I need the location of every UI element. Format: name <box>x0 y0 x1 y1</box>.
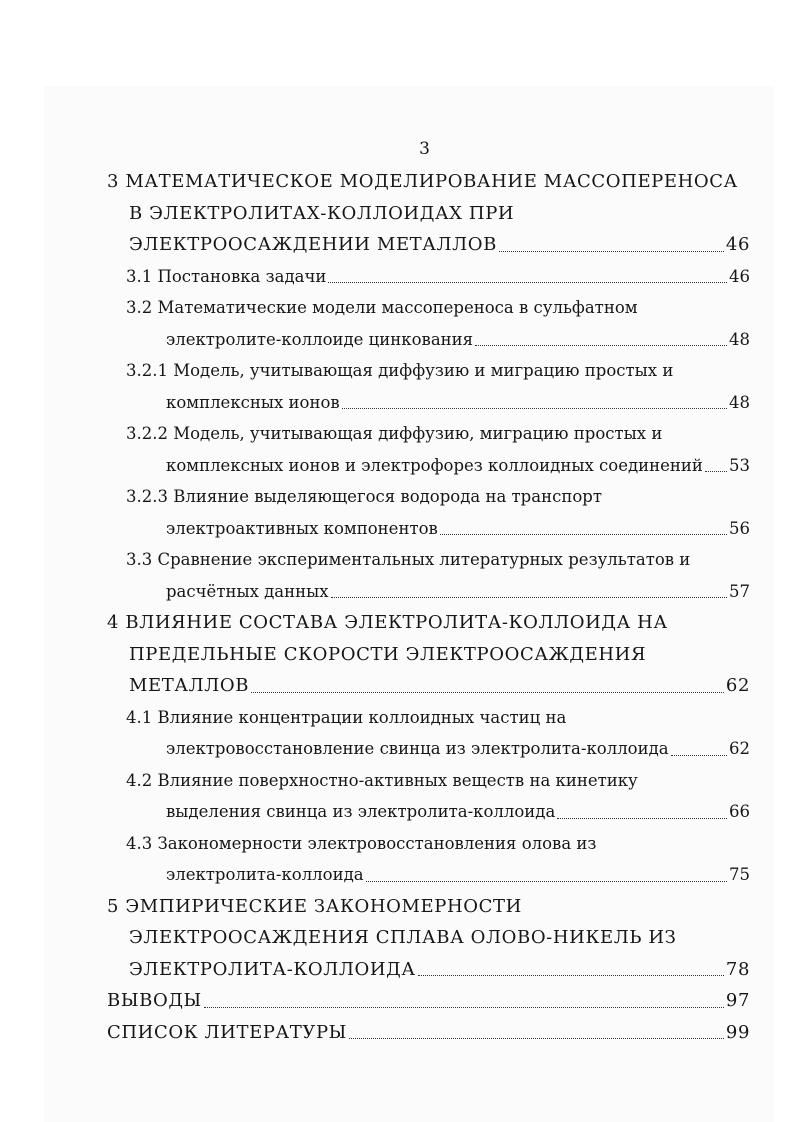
toc-entry-chapter-5[interactable] <box>107 891 750 986</box>
toc-entry-section-3-1[interactable] <box>107 261 750 293</box>
toc-page-number: 46 <box>725 234 750 255</box>
toc-entry-section-3-3[interactable] <box>107 544 750 607</box>
leader-dots <box>475 345 727 346</box>
leader-dots <box>349 1038 724 1039</box>
leader-dots <box>251 692 724 693</box>
leader-dots <box>499 251 724 252</box>
toc-entry-line: электролита-коллоида <box>166 865 364 884</box>
toc-page-number: 48 <box>729 392 750 412</box>
leader-dots <box>366 881 727 882</box>
toc-entry-line: электроактивных компонентов <box>166 518 438 538</box>
toc-entry-chapter-4[interactable] <box>107 607 750 702</box>
toc-entry-line: 4.1 Влияние концентрации коллоидных частиц на <box>126 707 567 727</box>
leader-dots <box>671 755 727 756</box>
leader-dots <box>557 818 727 819</box>
toc-page-number: 62 <box>725 675 750 696</box>
toc-page-number: 48 <box>729 329 750 349</box>
leader-dots <box>440 534 727 535</box>
toc-entry-line: 4.2 Влияние поверхностно-активных веществ на кинетику <box>126 770 638 790</box>
page-number: 3 <box>419 139 430 159</box>
toc-entry-line: 4 ВЛИЯНИЕ СОСТАВА ЭЛЕКТРОЛИТА-КОЛЛОИДА НА <box>107 612 668 633</box>
toc-page-number: 97 <box>725 990 750 1011</box>
leader-dots <box>418 975 724 976</box>
leader-dots <box>331 597 727 598</box>
toc-entry-line: ЭЛЕКТРООСАЖДЕНИЯ СПЛАВА ОЛОВО-НИКЕЛЬ ИЗ <box>129 927 677 948</box>
toc-entry-line: комплексных ионов и электрофорез коллоидных соединений <box>166 455 703 475</box>
toc-page-number: 99 <box>725 1021 750 1043</box>
toc-page-number: 75 <box>729 865 750 884</box>
toc-page-number: 57 <box>729 581 750 601</box>
toc-entry-line: 3.3 Сравнение экспериментальных литературных результатов и <box>126 550 691 569</box>
toc-entry-line: В ЭЛЕКТРОЛИТАХ-КОЛЛОИДАХ ПРИ <box>129 202 515 224</box>
toc-page-number: 53 <box>729 455 750 475</box>
toc-entry-section-3-2-2[interactable] <box>107 418 750 481</box>
toc-entry-references[interactable] <box>107 1017 750 1049</box>
toc-entry-section-4-3[interactable] <box>107 828 750 891</box>
toc-entry-section-3-2[interactable] <box>107 292 750 355</box>
toc-entry-line: ПРЕДЕЛЬНЫЕ СКОРОСТИ ЭЛЕКТРООСАЖДЕНИЯ <box>129 643 647 665</box>
toc-entry-line: 4.3 Закономерности электровосстановления олова из <box>126 833 597 853</box>
toc-entry-section-4-2[interactable] <box>107 765 750 828</box>
toc-entry-line: ЭЛЕКТРООСАЖДЕНИИ МЕТАЛЛОВ <box>129 234 497 255</box>
toc-entry-line: электровосстановление свинца из электролита-коллоида <box>166 739 669 758</box>
leader-dots <box>342 408 727 409</box>
toc-page-number: 78 <box>725 958 750 980</box>
toc-entry-conclusions[interactable] <box>107 985 750 1017</box>
toc-entry-line: ЭЛЕКТРОЛИТА-КОЛЛОИДА <box>129 958 416 980</box>
toc-entry-line: 3.2.3 Влияние выделяющегося водорода на транспорт <box>126 487 602 506</box>
toc-entry-line: ВЫВОДЫ <box>107 990 202 1011</box>
toc-entry-line: комплексных ионов <box>166 392 340 412</box>
toc-page-number: 46 <box>729 266 750 286</box>
toc-entry-line: 5 ЭМПИРИЧЕСКИЕ ЗАКОНОМЕРНОСТИ <box>107 895 522 917</box>
toc-page-number: 62 <box>729 739 750 758</box>
toc-entry-line: расчётных данных <box>166 581 329 601</box>
toc-entry-section-4-1[interactable] <box>107 702 750 765</box>
toc-entry-line: 3.2 Математические модели массопереноса в сульфатном <box>126 298 638 317</box>
toc-entry-line: 3.1 Постановка задачи <box>126 266 327 286</box>
toc-entry-line: МЕТАЛЛОВ <box>129 675 250 696</box>
toc-entry-section-3-2-3[interactable] <box>107 481 750 544</box>
table-of-contents <box>107 166 750 1048</box>
toc-page-number: 56 <box>729 518 750 538</box>
toc-entry-line: 3.2.2 Модель, учитывающая диффузию, миграцию простых и <box>126 424 663 443</box>
toc-entry-line: 3 МАТЕМАТИЧЕСКОЕ МОДЕЛИРОВАНИЕ МАССОПЕРЕНОСА <box>107 171 738 192</box>
toc-page-number: 66 <box>729 802 750 821</box>
toc-entry-line: электролите-коллоиде цинкования <box>166 329 474 349</box>
leader-dots <box>328 282 727 283</box>
toc-entry-line: СПИСОК ЛИТЕРАТУРЫ <box>107 1021 347 1043</box>
toc-entry-chapter-3[interactable] <box>107 166 750 261</box>
leader-dots <box>204 1007 724 1008</box>
toc-entry-line: выделения свинца из электролита-коллоида <box>166 802 556 821</box>
toc-entry-section-3-2-1[interactable] <box>107 355 750 418</box>
toc-entry-line: 3.2.1 Модель, учитывающая диффузию и миграцию простых и <box>126 361 674 380</box>
leader-dots <box>705 471 727 472</box>
